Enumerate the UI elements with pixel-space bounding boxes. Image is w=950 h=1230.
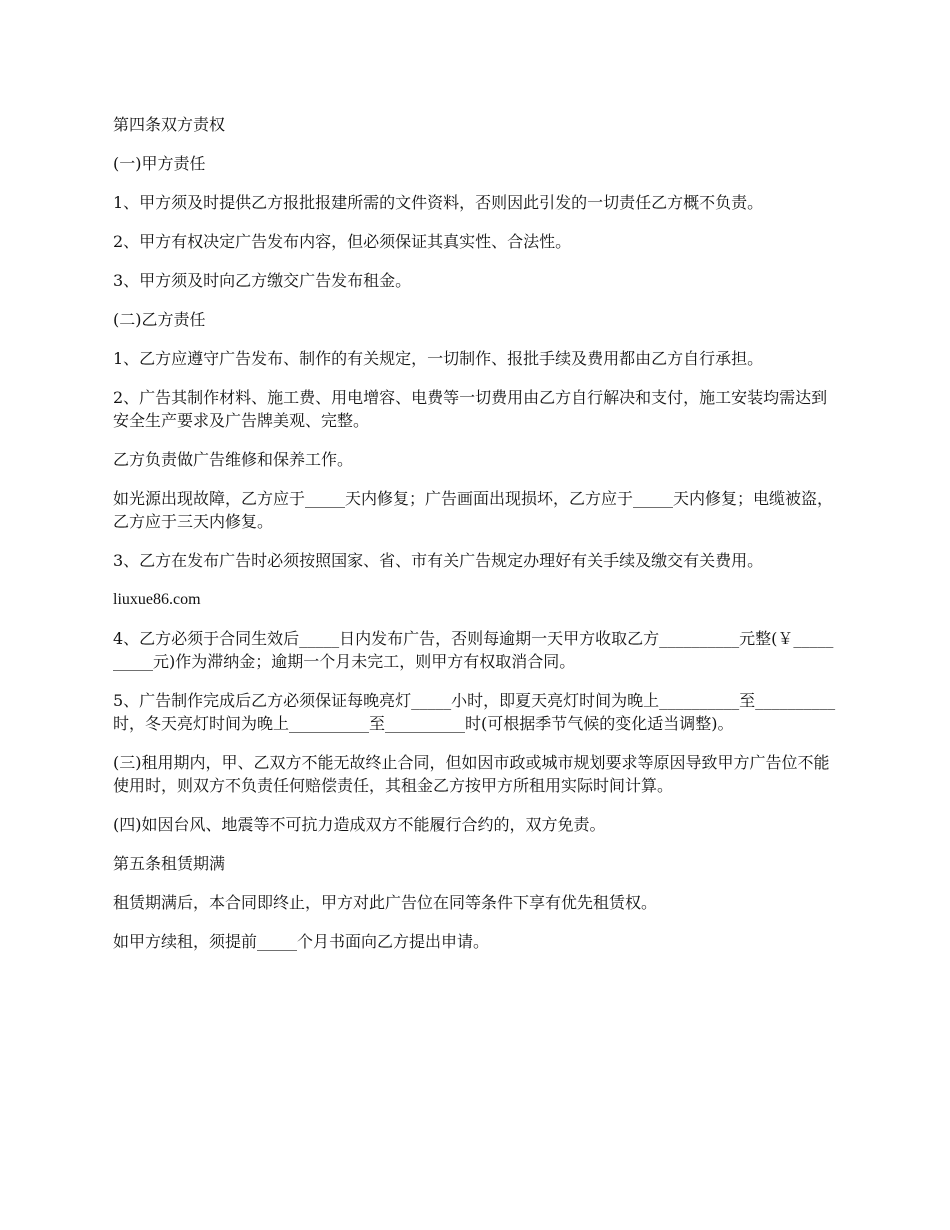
party-a-clause-1: 1、甲方须及时提供乙方报批报建所需的文件资料，否则因此引发的一切责任乙方概不负责。 <box>113 193 764 212</box>
repair-terms-paragraph: 如光源出现故障，乙方应于_____天内修复；广告画面出现损坏，乙方应于_____天内修复；电缆被盗，乙方应于三天内修复。 <box>113 489 834 531</box>
section-3-paragraph: (三)租用期内，甲、乙双方不能无故终止合同，但如因市政或城市规划要求等原因导致甲方广告位不能使用时，则双方不负责任何赔偿责任，其租金乙方按甲方所租用实际时间计算。 <box>113 753 830 795</box>
party-a-clause-2: 2、甲方有权决定广告发布内容，但必须保证其真实性、合法性。 <box>113 232 572 251</box>
section-4-paragraph: (四)如因台风、地震等不可抗力造成双方不能履行合约的，双方免责。 <box>113 815 606 834</box>
document-body <box>113 113 838 969</box>
source-site-text: liuxue86.com <box>113 591 201 608</box>
party-b-clause-4: 4、乙方必须于合同生效后_____日内发布广告，否则每逾期一天甲方收取乙方__________元整(￥__________元)作为滞纳金；逾期一个月未完工，则甲方有权取消合同。 <box>113 629 834 671</box>
section-party-a-heading: (一)甲方责任 <box>113 154 206 173</box>
article-4-heading: 第四条双方责权 <box>113 115 226 134</box>
article-5-heading: 第五条租赁期满 <box>113 854 226 873</box>
renewal-paragraph: 如甲方续租，须提前_____个月书面向乙方提出申请。 <box>113 932 490 951</box>
party-b-clause-2: 2、广告其制作材料、施工费、用电增容、电费等一切费用由乙方自行解决和支付，施工安装均需达到安全生产要求及广告牌美观、完整。 <box>113 388 828 430</box>
party-b-clause-1: 1、乙方应遵守广告发布、制作的有关规定，一切制作、报批手续及费用都由乙方自行承担。 <box>113 349 764 368</box>
party-b-clause-5: 5、广告制作完成后乙方必须保证每晚亮灯_____小时，即夏天亮灯时间为晚上__________至__________时，冬天亮灯时间为晚上__________至__________时(可根据季节气候的变化适当调整)。 <box>113 691 836 733</box>
section-party-b-heading: (二)乙方责任 <box>113 310 206 329</box>
maintenance-paragraph: 乙方负责做广告维修和保养工作。 <box>113 450 354 469</box>
lease-expiry-paragraph: 租赁期满后，本合同即终止，甲方对此广告位在同等条件下享有优先租赁权。 <box>113 893 658 912</box>
party-b-clause-3: 3、乙方在发布广告时必须按照国家、省、市有关广告规定办理好有关手续及缴交有关费用。 <box>113 551 764 570</box>
party-a-clause-3: 3、甲方须及时向乙方缴交广告发布租金。 <box>113 271 412 290</box>
